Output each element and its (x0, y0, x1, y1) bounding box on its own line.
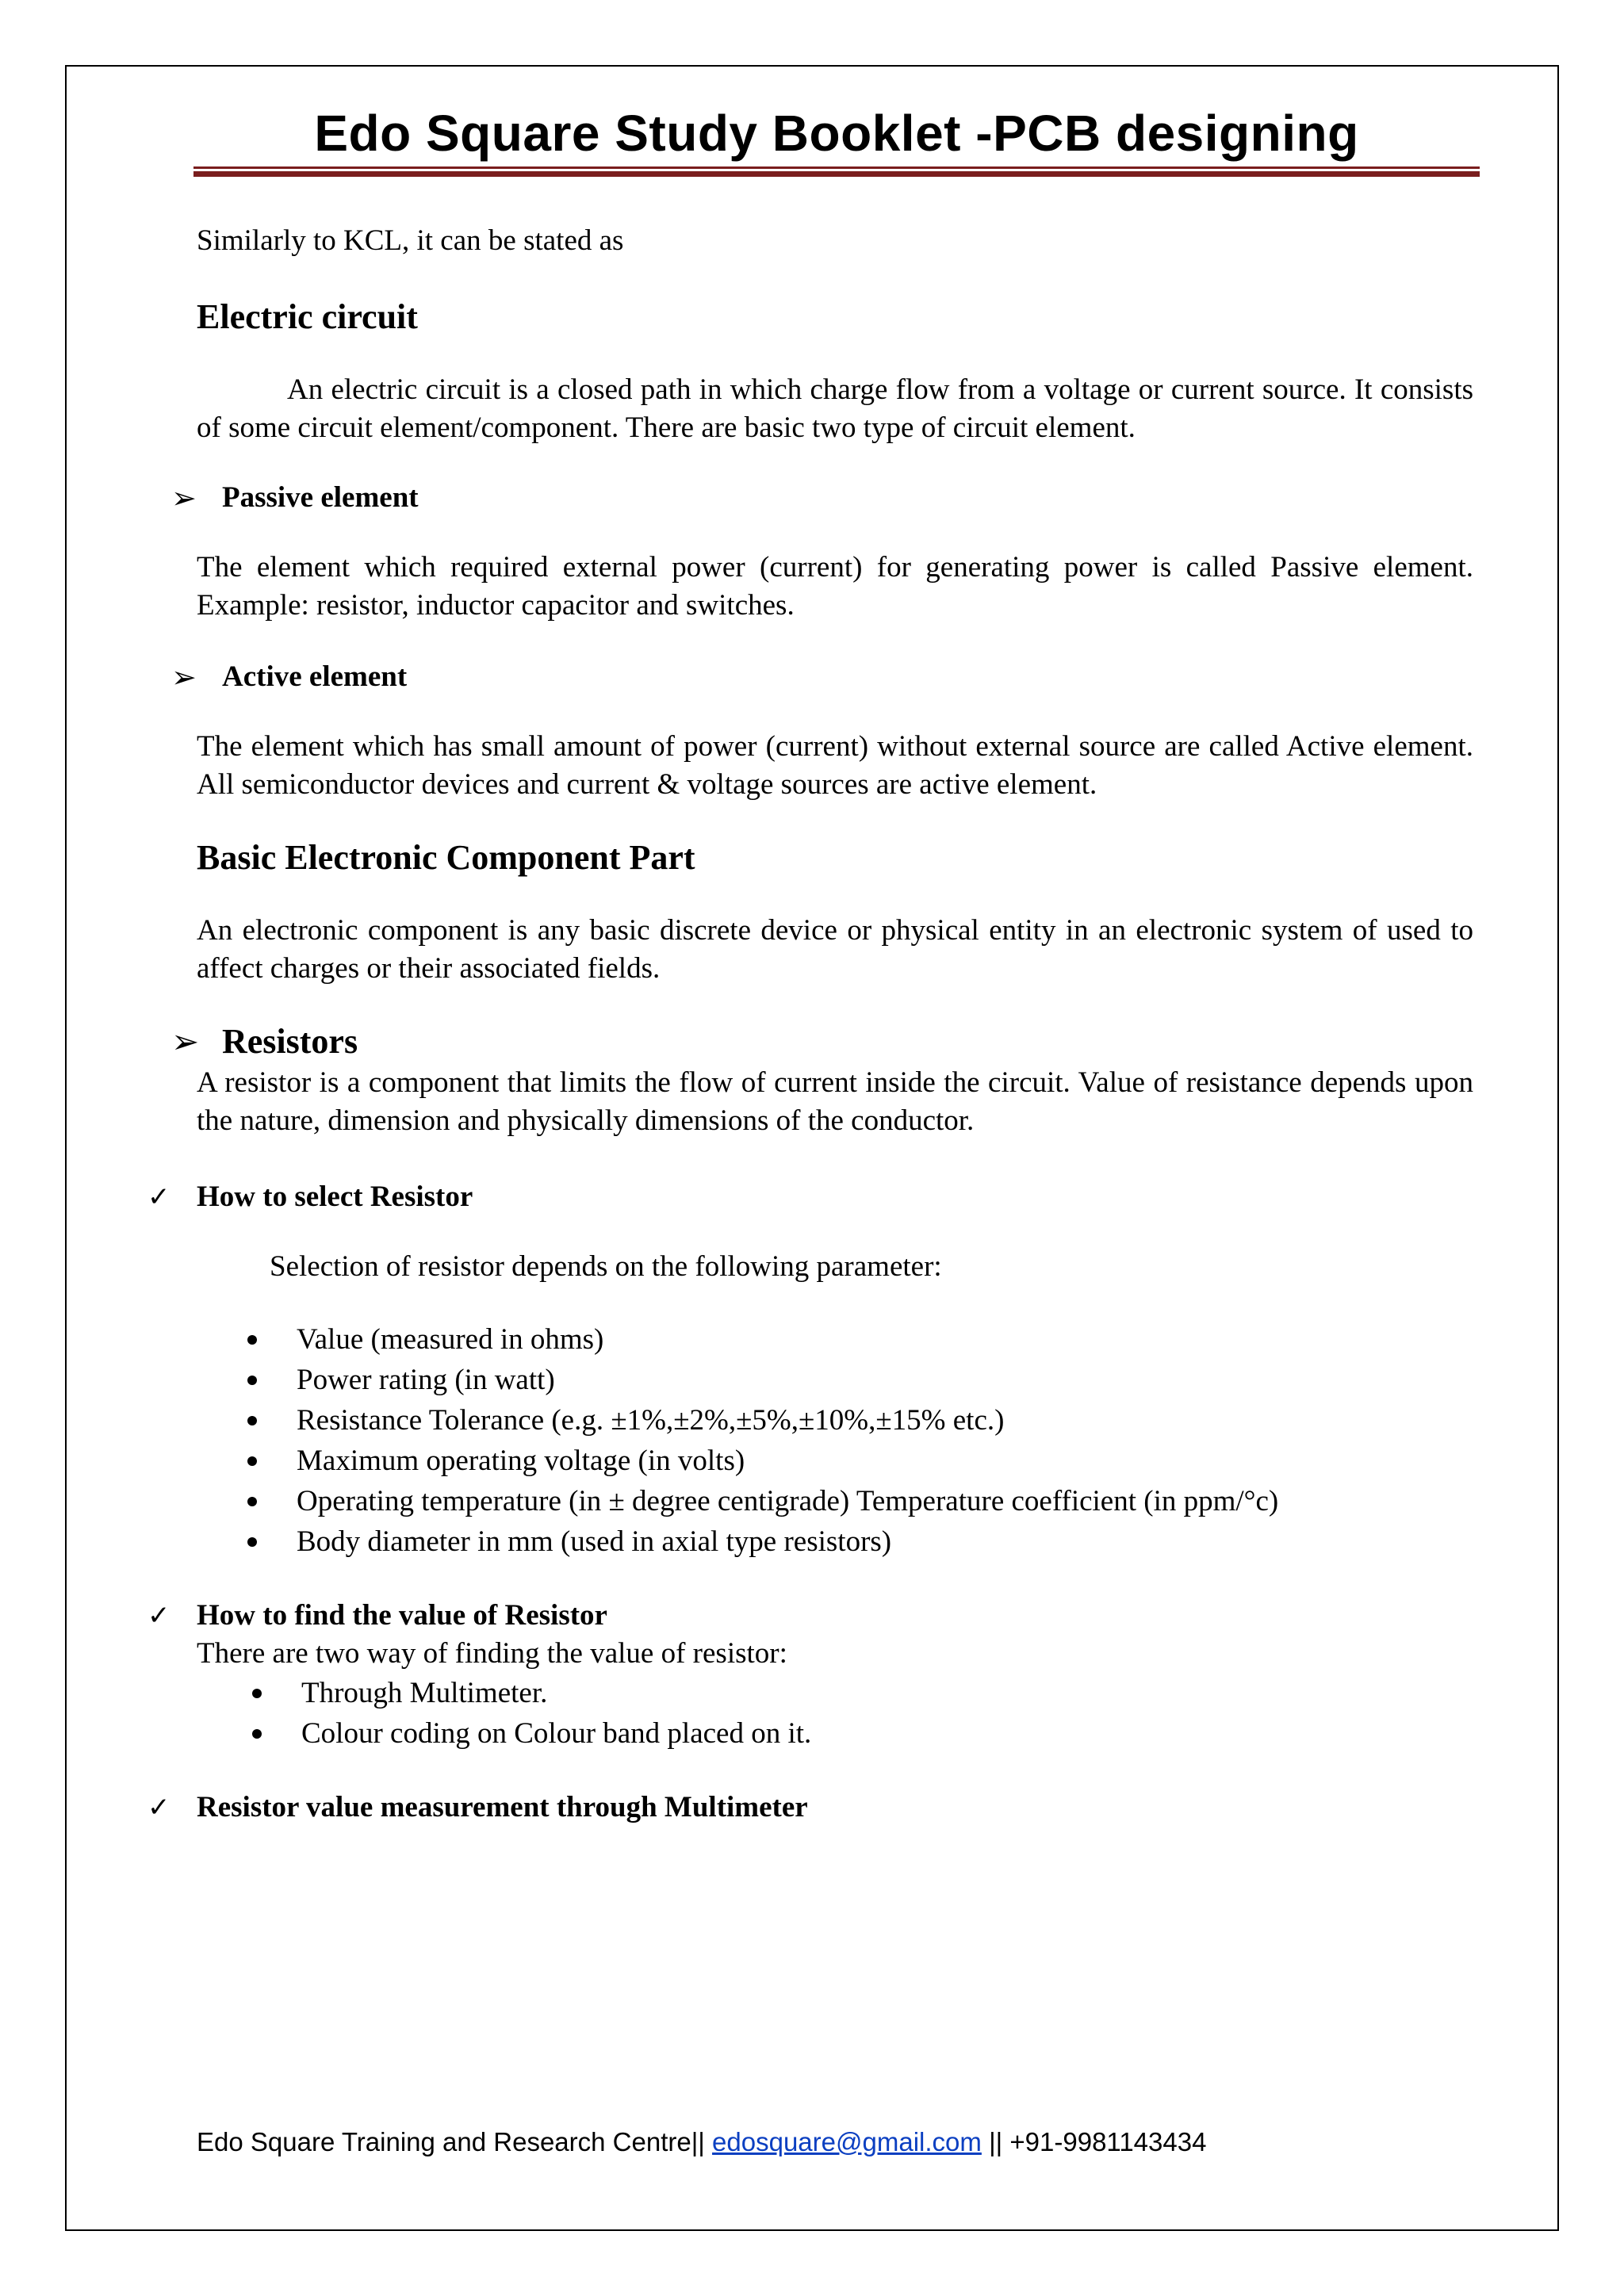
resistors-title: Resistors (222, 1022, 358, 1061)
footer-separator: || (989, 2127, 1003, 2156)
bullet-dot-icon (252, 1729, 262, 1739)
find-resistor-intro: There are two way of finding the value of resistor: (197, 1637, 787, 1670)
page-title: Edo Square Study Booklet -PCB designing (314, 105, 1359, 162)
bullet-dot-icon (247, 1497, 257, 1506)
footer-separator: || (691, 2127, 705, 2156)
bullet-dot-icon (247, 1335, 257, 1345)
checkmark-icon: ✓ (147, 1181, 170, 1213)
page-footer (197, 2125, 1206, 2160)
list-item: Resistance Tolerance (e.g. ±1%,±2%,±5%,±10%,±15% etc.) (247, 1400, 1278, 1441)
find-resistor-title: How to find the value of Resistor (197, 1599, 607, 1632)
header-rule-thick (193, 171, 1480, 177)
passive-element-text: The element which required external power (current) for generating power is called Passive element. Example: resistor, inductor capacitor and switches. (197, 551, 1473, 622)
multimeter-measurement-title: Resistor value measurement through Multimeter (197, 1791, 808, 1823)
bullet-dot-icon (247, 1537, 257, 1547)
checkmark-icon: ✓ (147, 1792, 170, 1823)
bullet-dot-icon (252, 1689, 262, 1698)
select-parameter-list (247, 1319, 1278, 1562)
heading-electric-circuit: Electric circuit (197, 297, 418, 336)
resistors-text: A resistor is a component that limits the flow of current inside the circuit. Value of resistance depends upon the nature, dimension and physically dimensions of the conductor. (197, 1066, 1473, 1137)
list-item: Operating temperature (in ± degree centigrade) Temperature coefficient (in ppm/°c) (247, 1481, 1278, 1521)
list-item: Through Multimeter. (252, 1673, 811, 1713)
footer-email-link[interactable]: edosquare@gmail.com (712, 2127, 982, 2156)
select-resistor-intro: Selection of resistor depends on the following parameter: (270, 1250, 942, 1283)
arrow-bullet-icon: ➢ (171, 480, 197, 515)
bullet-dot-icon (247, 1456, 257, 1466)
active-element-title: Active element (222, 660, 408, 693)
checkmark-icon: ✓ (147, 1600, 170, 1632)
footer-phone: +91-9981143434 (1009, 2127, 1207, 2156)
heading-basic-components: Basic Electronic Component Part (197, 838, 695, 877)
footer-org: Edo Square Training and Research Centre (197, 2127, 691, 2156)
passive-element-title: Passive element (222, 481, 419, 514)
bullet-dot-icon (247, 1416, 257, 1425)
list-item: Power rating (in watt) (247, 1360, 1278, 1400)
intro-text: Similarly to KCL, it can be stated as (197, 224, 624, 257)
list-item: Colour coding on Colour band placed on it. (252, 1713, 811, 1754)
list-item: Body diameter in mm (used in axial type resistors) (247, 1521, 1278, 1562)
arrow-bullet-icon: ➢ (171, 660, 197, 695)
components-paragraph: An electronic component is any basic discrete device or physical entity in an electronic system of used to affect charges or their associated fields. (197, 914, 1473, 985)
select-resistor-title: How to select Resistor (197, 1181, 473, 1213)
bullet-dot-icon (247, 1376, 257, 1385)
find-method-list (252, 1673, 811, 1754)
list-item: Value (measured in ohms) (247, 1319, 1278, 1360)
header-rule-thin (193, 166, 1480, 169)
active-element-text: The element which has small amount of power (current) without external source are called Active element. All semiconductor devices and current & voltage sources are active element. (197, 730, 1473, 801)
list-item: Maximum operating voltage (in volts) (247, 1441, 1278, 1481)
arrow-bullet-icon: ➢ (171, 1022, 200, 1061)
electric-circuit-paragraph: An electric circuit is a closed path in which charge flow from a voltage or current source. It consists of some circuit element/component. There are basic two type of circuit element. (197, 373, 1473, 444)
